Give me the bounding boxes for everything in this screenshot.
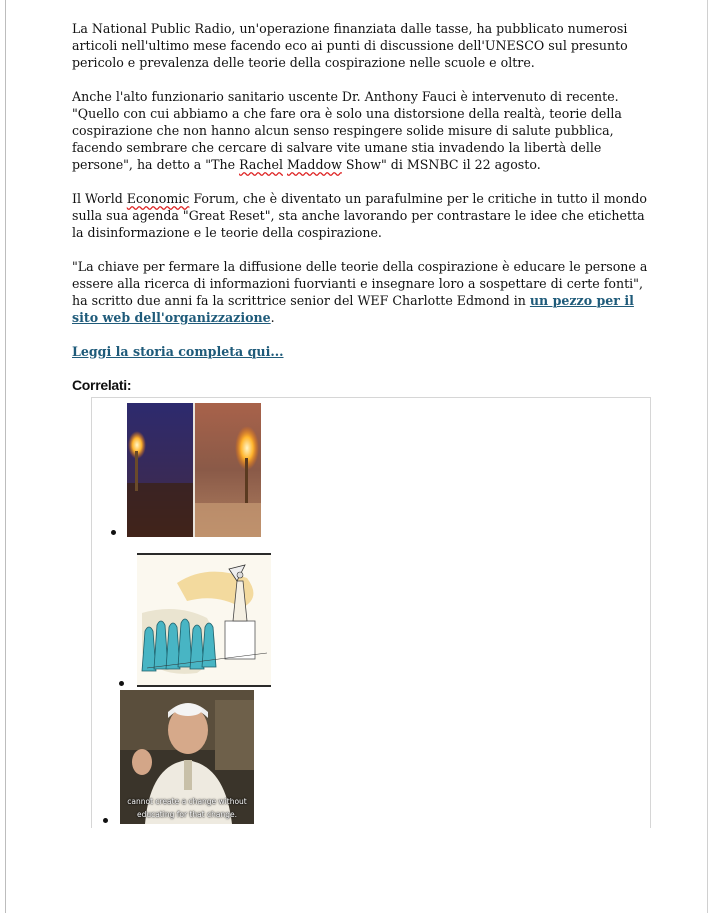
wef-article-link[interactable]: un pezzo per il sito web dell'organizzazione	[72, 293, 634, 325]
sketch-image	[137, 553, 271, 687]
related-thumb-speaker[interactable]	[120, 690, 254, 824]
list-bullet	[119, 681, 124, 686]
read-full-story-link[interactable]: Leggi la storia completa qui...	[72, 344, 284, 359]
article-body	[72, 20, 652, 393]
paragraph-npr: La National Public Radio, un'operazione finanziata dalle tasse, ha pubblicato numerosi articoli nell'ultimo mese facendo eco ai punti di discussione dell'UNESCO sul presunto pericolo e prevalenza delle teorie della cospirazione nelle scuole e oltre.	[72, 21, 628, 70]
paragraph-edmond: "La chiave per fermare la diffusione delle teorie della cospirazione è educare le persone a essere alla ricerca di informazioni fuorvianti e insegnare loro a sospettare di certe fonti", ha scritto due anni fa la scrittrice senior del WEF Charlotte Edmond in un pezzo per il sito web dell'organizzazione.	[72, 259, 648, 325]
paragraph-fauci: Anche l'alto funzionario sanitario uscente Dr. Anthony Fauci è intervenuto di recente. "Quello con cui abbiamo a che fare ora è solo una distorsione della realtà, teorie della cospirazione che non hanno alcun senso respingere solide misure di salute pubblica, facendo sembrare che cercare di salvare vite umane stia invadendo la libertà delle persone", ha detto a "The Rachel Maddow Show" di MSNBC il 22 agosto.	[72, 89, 622, 172]
spellcheck-word-economic[interactable]: Economic	[126, 191, 190, 206]
torches-image	[127, 403, 261, 537]
related-thumb-torches[interactable]	[127, 403, 261, 537]
subtitle-line-1: cannot create a change without	[127, 797, 247, 806]
spellcheck-word-maddow[interactable]: Maddow	[287, 157, 342, 172]
spellcheck-word-rachel[interactable]: Rachel	[239, 157, 283, 172]
list-bullet	[111, 530, 116, 535]
page-left-edge	[5, 0, 6, 913]
page-right-edge	[707, 0, 708, 913]
related-thumb-sketch[interactable]	[137, 553, 271, 687]
list-bullet	[103, 818, 108, 823]
read-more-paragraph	[72, 343, 652, 360]
subtitle-line-2: educating for that change.	[136, 810, 238, 819]
related-heading: Correlati:	[72, 377, 132, 393]
paragraph-wef: Il World Economic Forum, che è diventato un parafulmine per le critiche in tutto il mondo sulla sua agenda "Great Reset", sta anche lavorando per contrastare le idee che etichetta la disinformazione e le teorie della cospirazione.	[72, 191, 647, 240]
